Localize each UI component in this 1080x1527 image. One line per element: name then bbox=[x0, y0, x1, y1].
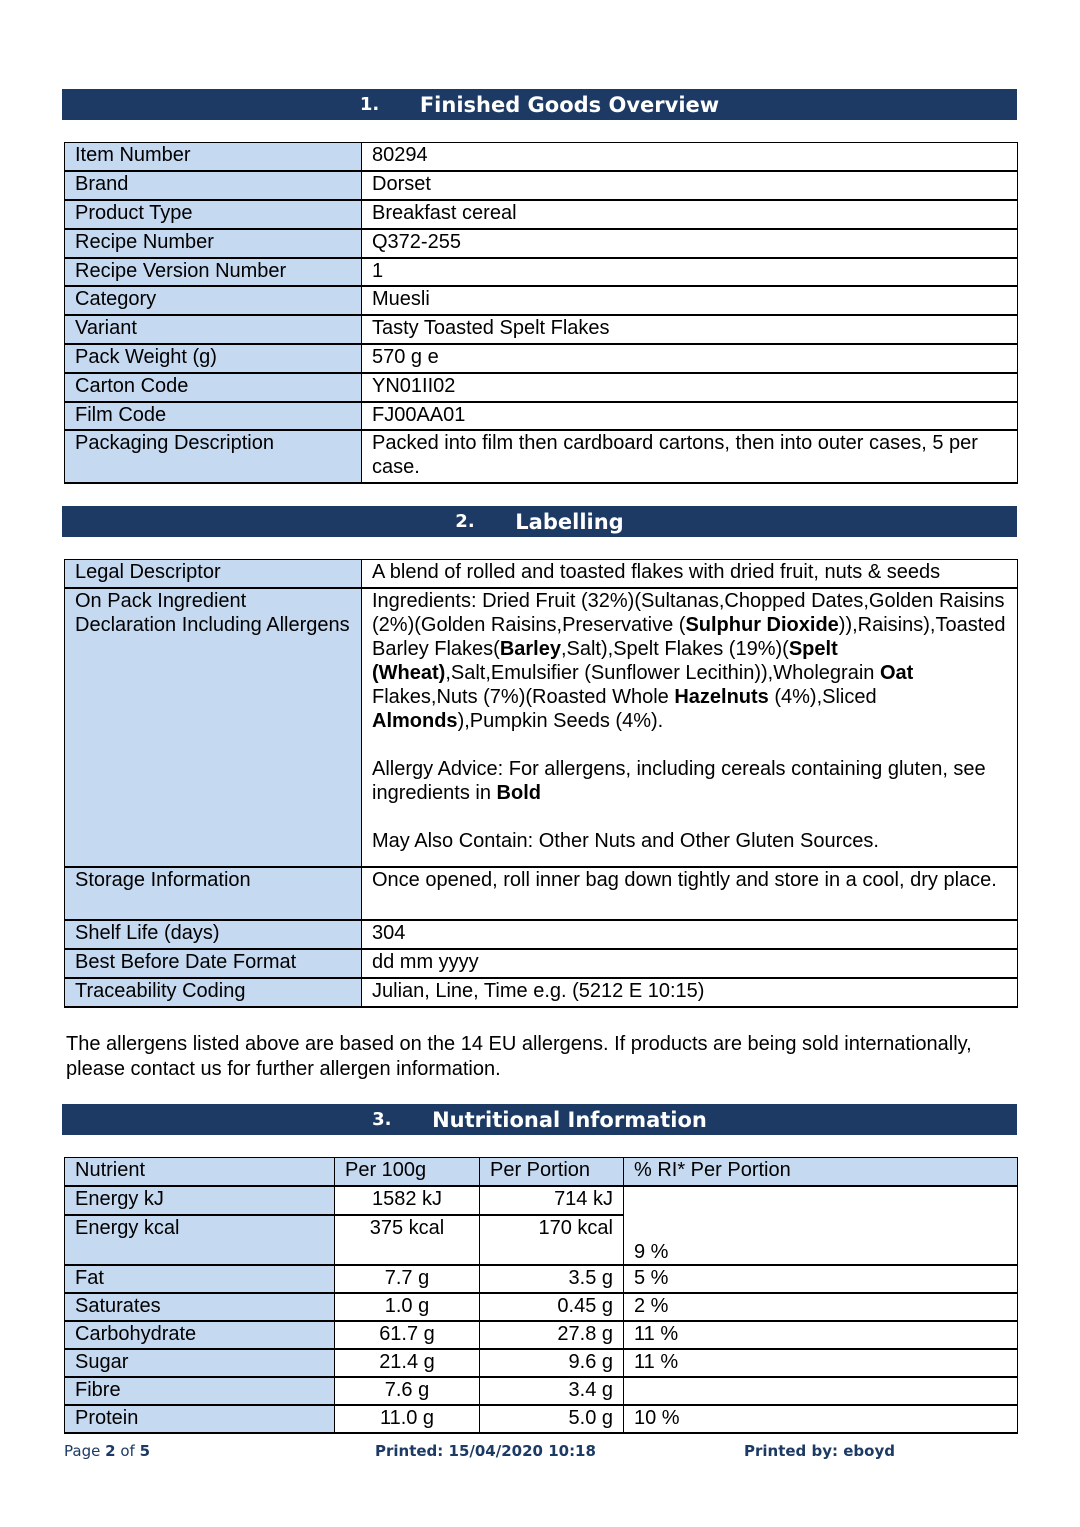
page-footer bbox=[64, 1442, 1017, 1464]
section-number: 1. bbox=[359, 94, 380, 115]
table-row bbox=[65, 978, 1018, 1007]
row-value: 80294 bbox=[362, 143, 1018, 171]
allergen-note: The allergens listed above are based on the 14 EU allergens. If products are being sold internationally, please contact us for further allergen information. bbox=[66, 1033, 972, 1080]
section-header-overview bbox=[62, 89, 1017, 120]
row-label: Variant bbox=[65, 315, 362, 344]
table-row bbox=[65, 1265, 1018, 1293]
nutrient-name: Carbohydrate bbox=[65, 1321, 335, 1349]
row-value: YN01II02 bbox=[362, 373, 1018, 402]
row-value: Breakfast cereal bbox=[362, 200, 1018, 229]
row-value: 570 g e bbox=[362, 344, 1018, 373]
row-label: Product Type bbox=[65, 200, 362, 229]
per-portion-value: 3.5 g bbox=[480, 1265, 624, 1293]
row-value: dd mm yyyy bbox=[362, 949, 1018, 978]
row-value: Dorset bbox=[362, 171, 1018, 200]
section-header-labelling bbox=[62, 506, 1017, 537]
row-label: Item Number bbox=[65, 143, 362, 171]
section-number: 3. bbox=[372, 1109, 392, 1130]
section-title: Nutritional Information bbox=[432, 1107, 707, 1132]
nutrient-name: Protein bbox=[65, 1405, 335, 1433]
row-label: Brand bbox=[65, 171, 362, 200]
section-title: Labelling bbox=[515, 509, 624, 534]
ri-value: 10 % bbox=[624, 1405, 1018, 1433]
row-label: Storage Information bbox=[65, 867, 362, 920]
printed-by: Printed by: eboyd bbox=[744, 1442, 895, 1460]
column-header: Per 100g bbox=[335, 1158, 480, 1186]
column-header: % RI* Per Portion bbox=[624, 1158, 1018, 1186]
per-100g-value: 7.7 g bbox=[335, 1265, 480, 1293]
per-portion-value: 714 kJ bbox=[480, 1186, 624, 1215]
row-value: FJ00AA01 bbox=[362, 402, 1018, 430]
table-row bbox=[65, 949, 1018, 978]
ri-value: 2 % bbox=[624, 1293, 1018, 1321]
section-number: 2. bbox=[455, 511, 475, 532]
overview-table bbox=[64, 142, 1018, 484]
per-100g-value: 1582 kJ bbox=[335, 1186, 480, 1215]
printed-date: Printed: 15/04/2020 10:18 bbox=[375, 1442, 596, 1460]
may-contain: May Also Contain: Other Nuts and Other Gluten Sources. bbox=[372, 829, 879, 852]
nutrient-name: Fibre bbox=[65, 1377, 335, 1405]
ri-value bbox=[624, 1377, 1018, 1405]
table-row bbox=[65, 373, 1018, 402]
table-row bbox=[65, 200, 1018, 229]
row-value: 1 bbox=[362, 258, 1018, 286]
per-portion-value: 27.8 g bbox=[480, 1321, 624, 1349]
table-row bbox=[65, 143, 1018, 171]
row-value: Tasty Toasted Spelt Flakes bbox=[362, 315, 1018, 344]
row-label: On Pack Ingredient Declaration Including Allergens bbox=[65, 588, 362, 867]
row-label: Packaging Description bbox=[65, 430, 362, 483]
per-portion-value: 170 kcal bbox=[480, 1215, 624, 1265]
row-label: Category bbox=[65, 286, 362, 315]
nutrition-table bbox=[64, 1157, 1018, 1434]
nutrient-name: Fat bbox=[65, 1265, 335, 1293]
table-row bbox=[65, 1321, 1018, 1349]
row-value: Q372-255 bbox=[362, 229, 1018, 258]
table-row bbox=[65, 588, 1018, 867]
ri-value: 11 % bbox=[624, 1349, 1018, 1377]
table-row bbox=[65, 402, 1018, 430]
table-row bbox=[65, 430, 1018, 483]
row-label: Recipe Version Number bbox=[65, 258, 362, 286]
table-row bbox=[65, 1405, 1018, 1433]
row-label: Pack Weight (g) bbox=[65, 344, 362, 373]
row-value: A blend of rolled and toasted flakes with dried fruit, nuts & seeds bbox=[362, 560, 1018, 588]
ingredient-declaration bbox=[362, 588, 1018, 867]
table-header-row bbox=[65, 1158, 1018, 1186]
row-value: Muesli bbox=[362, 286, 1018, 315]
per-portion-value: 5.0 g bbox=[480, 1405, 624, 1433]
labelling-table bbox=[64, 559, 1018, 1008]
row-value: Once opened, roll inner bag down tightly and store in a cool, dry place. bbox=[362, 867, 1018, 920]
table-row bbox=[65, 286, 1018, 315]
per-100g-value: 375 kcal bbox=[335, 1215, 480, 1265]
row-value: Julian, Line, Time e.g. (5212 E 10:15) bbox=[362, 978, 1018, 1007]
table-row bbox=[65, 920, 1018, 949]
table-row bbox=[65, 171, 1018, 200]
per-portion-value: 0.45 g bbox=[480, 1293, 624, 1321]
per-100g-value: 21.4 g bbox=[335, 1349, 480, 1377]
table-row bbox=[65, 344, 1018, 373]
page-indicator: Page 2 of 5 bbox=[64, 1442, 151, 1460]
ingredients-text: Ingredients: Dried Fruit (32%)(Sultanas,Chopped Dates,Golden Raisins (2%)(Golden Raisins,Preservative (Sulphur Dioxide)),Raisins),Toasted Barley Flakes(Barley,Salt),Spelt Flakes (19%)(Spelt (Wheat),Salt,Emulsifier (Sunflower Lecithin)),Wholegrain Oat Flakes,Nuts (7%)(Roasted Whole Hazelnuts (4%),Sliced Almonds),Pumpkin Seeds (4%). bbox=[372, 589, 1006, 732]
table-row bbox=[65, 1186, 1018, 1215]
per-100g-value: 1.0 g bbox=[335, 1293, 480, 1321]
nutrient-name: Saturates bbox=[65, 1293, 335, 1321]
per-portion-value: 3.4 g bbox=[480, 1377, 624, 1405]
table-row bbox=[65, 229, 1018, 258]
per-100g-value: 7.6 g bbox=[335, 1377, 480, 1405]
row-label: Carton Code bbox=[65, 373, 362, 402]
table-row bbox=[65, 258, 1018, 286]
nutrient-name: Energy kJ bbox=[65, 1186, 335, 1215]
row-label: Recipe Number bbox=[65, 229, 362, 258]
table-row bbox=[65, 315, 1018, 344]
per-100g-value: 11.0 g bbox=[335, 1405, 480, 1433]
ri-value: 5 % bbox=[624, 1265, 1018, 1293]
allergy-advice: Allergy Advice: For allergens, including cereals containing gluten, see ingredients in Bold bbox=[372, 757, 986, 804]
row-label: Film Code bbox=[65, 402, 362, 430]
per-portion-value: 9.6 g bbox=[480, 1349, 624, 1377]
row-value: Packed into film then cardboard cartons, then into outer cases, 5 per case. bbox=[362, 430, 1018, 483]
column-header: Per Portion bbox=[480, 1158, 624, 1186]
table-row bbox=[65, 1293, 1018, 1321]
row-label: Legal Descriptor bbox=[65, 560, 362, 588]
nutrient-name: Energy kcal bbox=[65, 1215, 335, 1265]
column-header: Nutrient bbox=[65, 1158, 335, 1186]
per-100g-value: 61.7 g bbox=[335, 1321, 480, 1349]
energy-ri-value: 9 % bbox=[624, 1186, 1018, 1265]
table-row bbox=[65, 560, 1018, 588]
section-header-nutrition bbox=[62, 1104, 1017, 1135]
row-label: Shelf Life (days) bbox=[65, 920, 362, 949]
table-row bbox=[65, 1349, 1018, 1377]
row-label: Best Before Date Format bbox=[65, 949, 362, 978]
row-label: Traceability Coding bbox=[65, 978, 362, 1007]
ri-value: 11 % bbox=[624, 1321, 1018, 1349]
table-row bbox=[65, 1377, 1018, 1405]
section-title: Finished Goods Overview bbox=[419, 92, 720, 117]
table-row bbox=[65, 867, 1018, 920]
nutrient-name: Sugar bbox=[65, 1349, 335, 1377]
row-value: 304 bbox=[362, 920, 1018, 949]
